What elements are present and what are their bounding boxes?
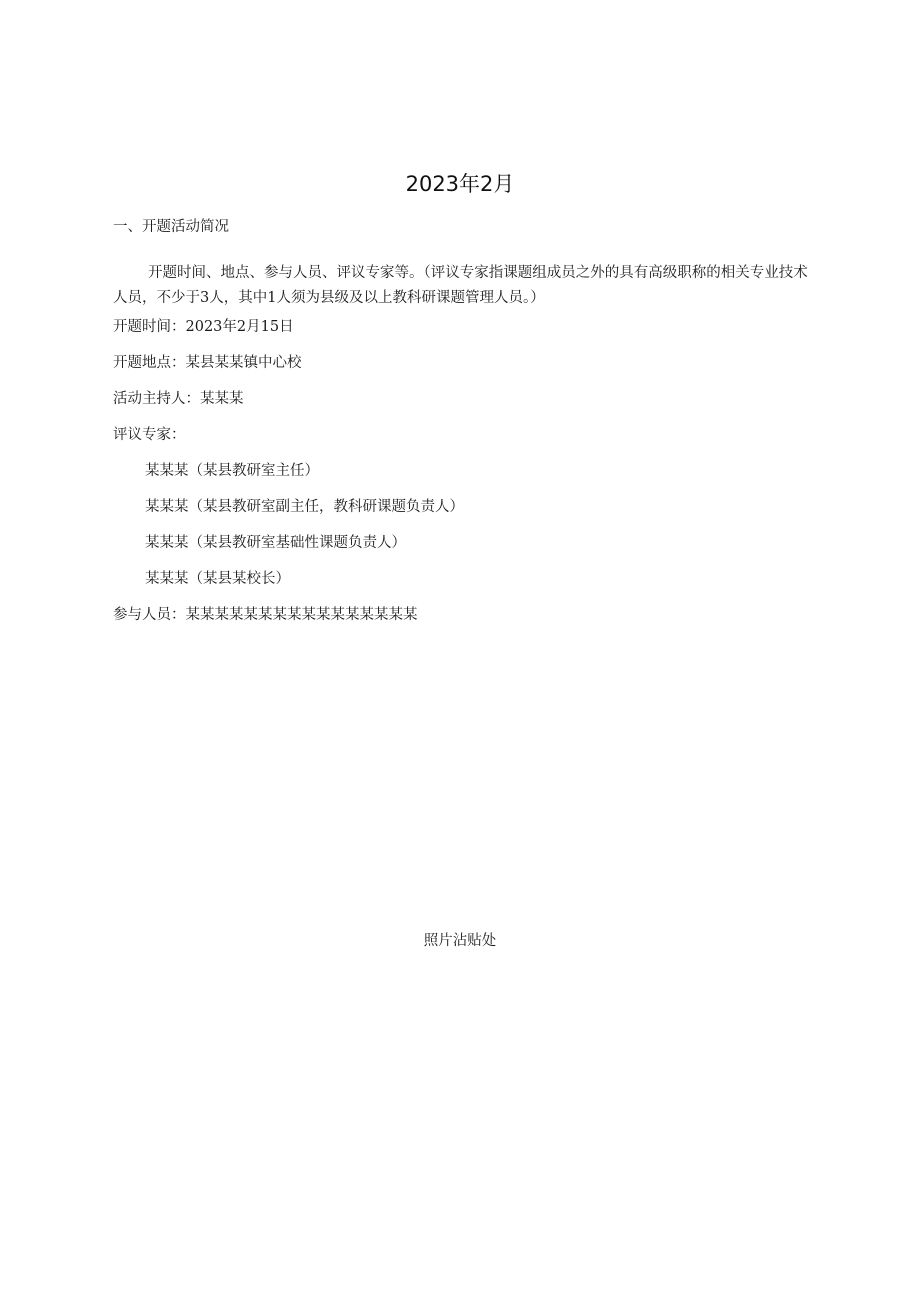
expert-item: 某某某（某县教研室主任） xyxy=(145,463,319,479)
field-place: 开题地点：某县某某镇中心校 xyxy=(113,355,302,371)
field-participants: 参与人员：某某某某某某某某某某某某某某某某 xyxy=(113,607,418,623)
section-title: 一、开题活动简况 xyxy=(113,219,229,235)
expert-item: 某某某（某县教研室副主任，教科研课题负责人） xyxy=(145,499,464,515)
expert-item: 某某某（某县教研室基础性课题负责人） xyxy=(145,535,406,551)
expert-item: 某某某（某县某校长） xyxy=(145,571,290,587)
date-heading: 2023年2月 xyxy=(405,172,515,196)
field-host: 活动主持人：某某某 xyxy=(113,391,244,407)
intro-paragraph: 开题时间、地点、参与人员、评议专家等。（评议专家指课题组成员之外的具有高级职称的相关专业技术人员，不少于3人，其中1人须为县级及以上教科研课题管理人员。） xyxy=(113,265,808,306)
photo-placeholder-label: 照片沾贴处 xyxy=(423,933,497,949)
field-experts-label: 评议专家： xyxy=(113,427,186,443)
field-time: 开题时间：2023年2月15日 xyxy=(113,319,294,335)
